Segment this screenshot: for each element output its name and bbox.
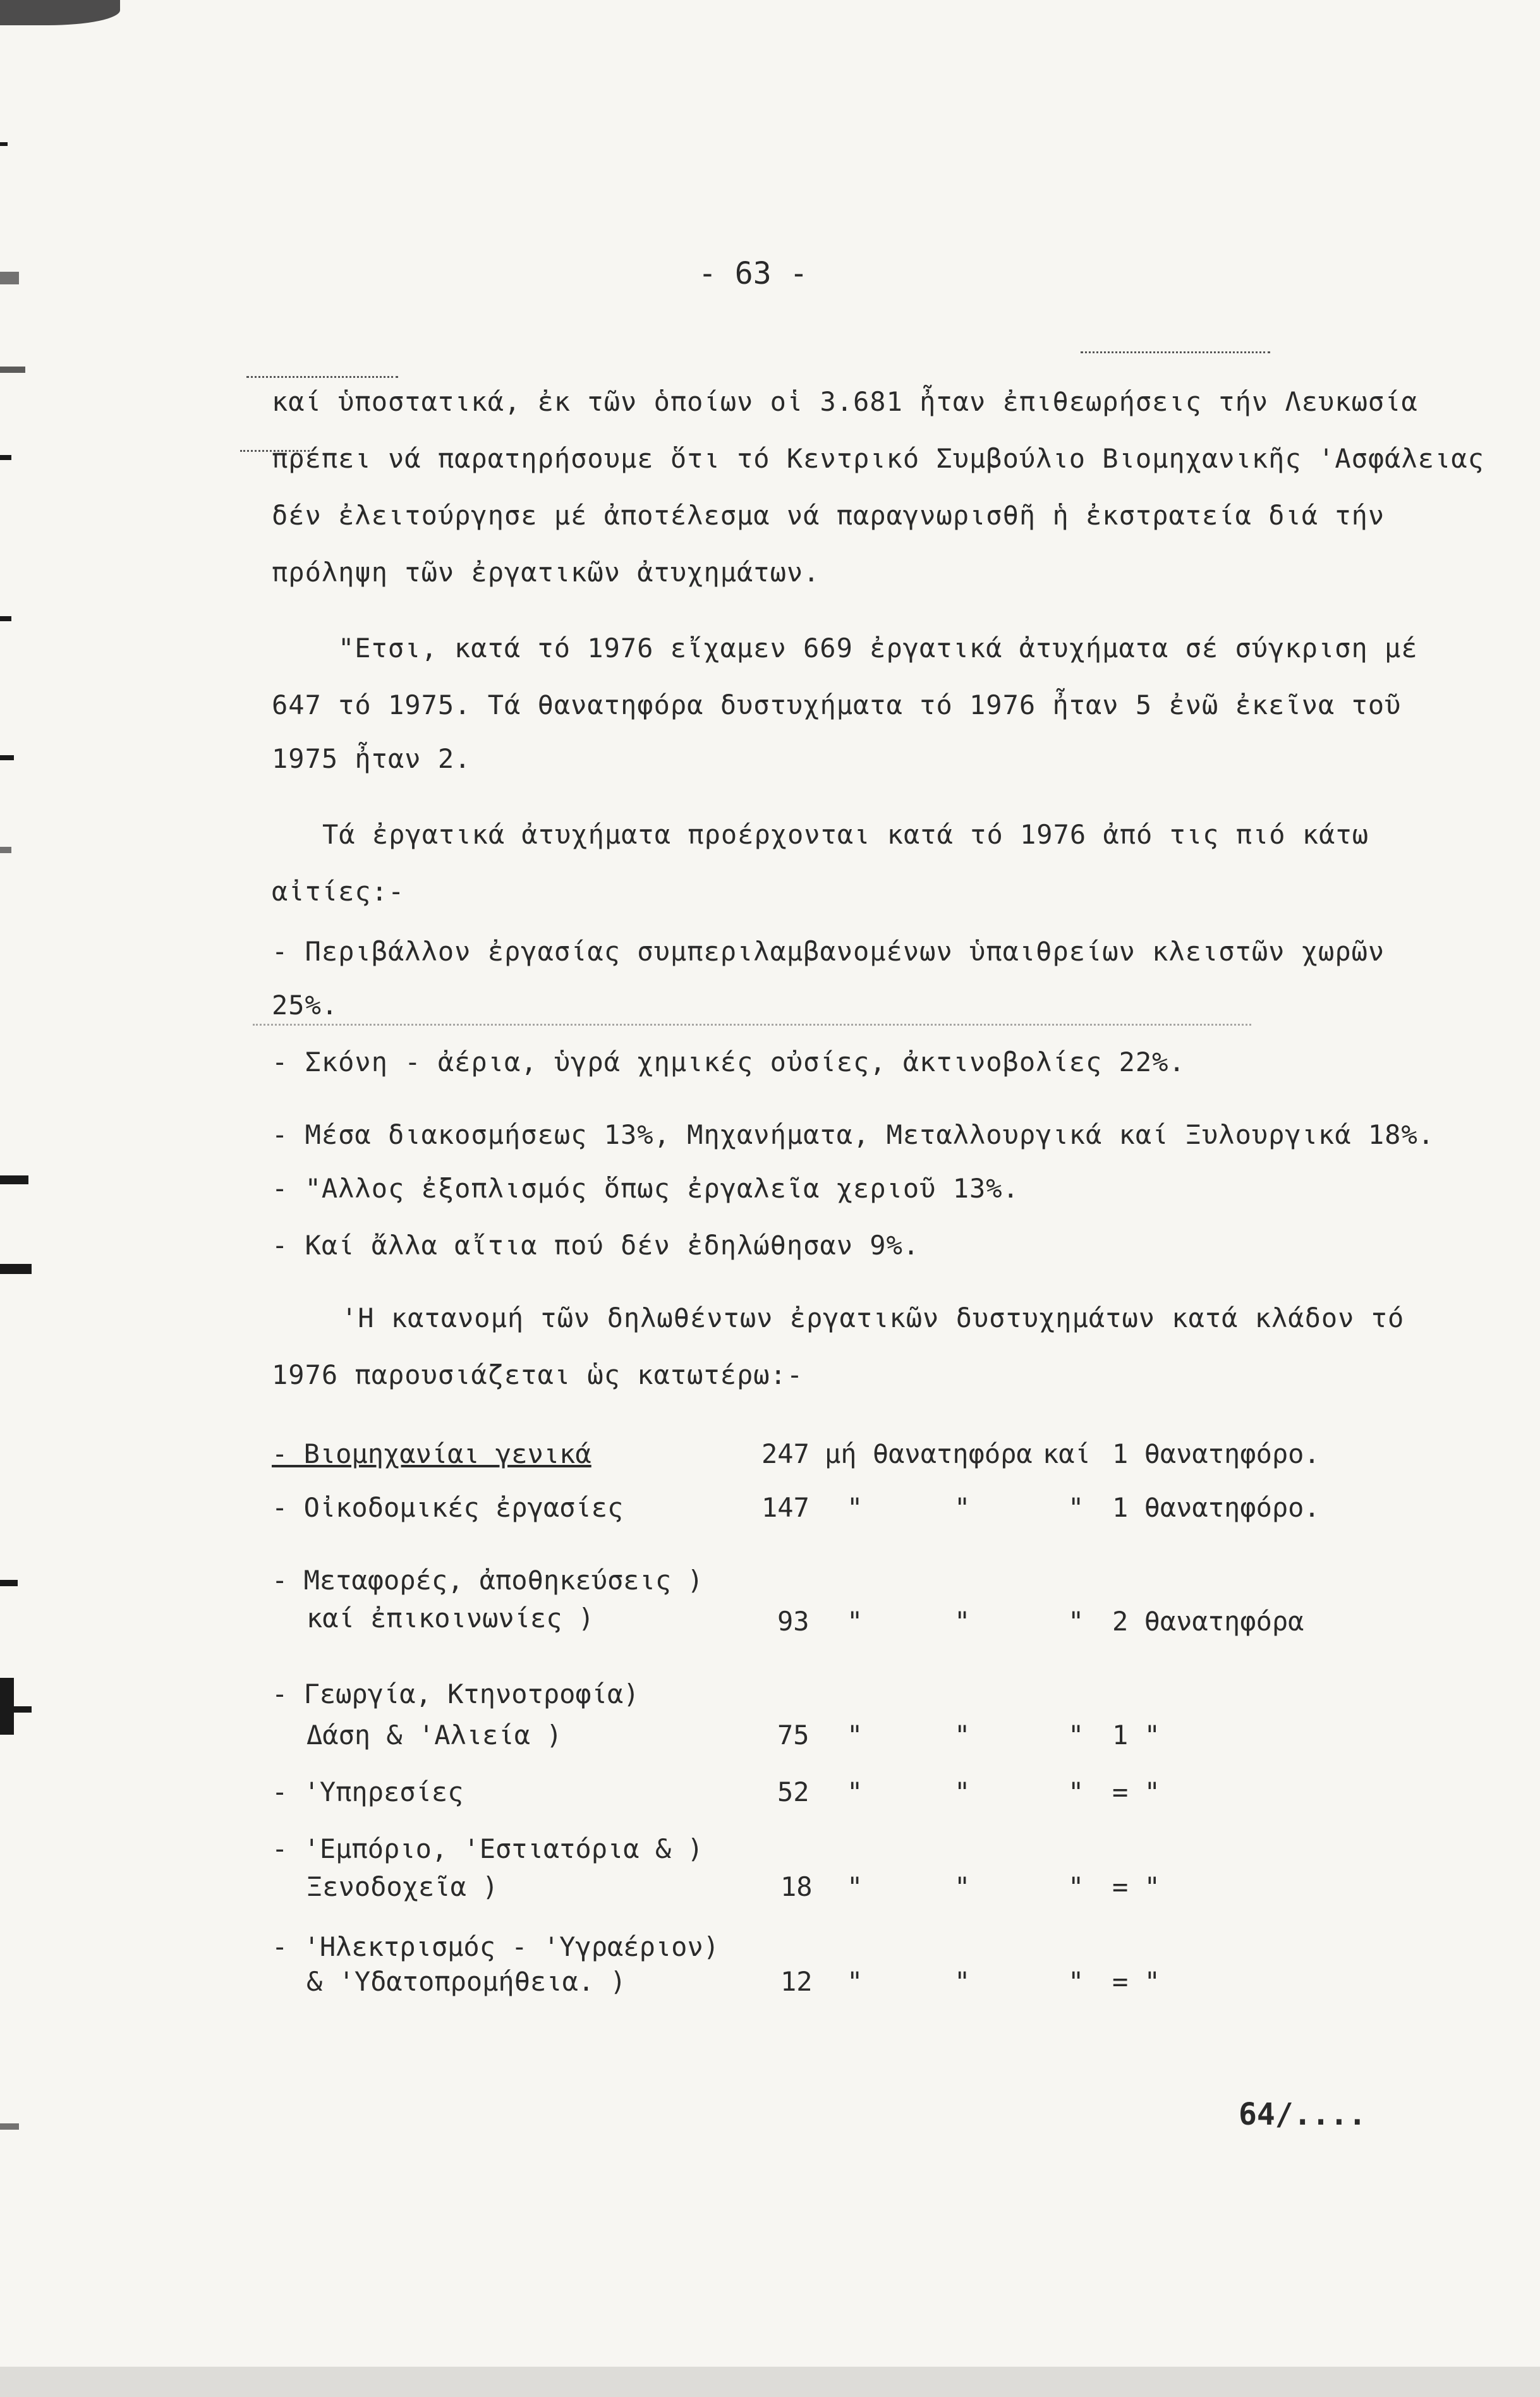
ditto-mark: " (1068, 1606, 1084, 1637)
table-row-fatal: 1 " (1112, 1720, 1160, 1751)
ditto-mark: " (1068, 1966, 1084, 1997)
table-row-count: 75 (777, 1720, 809, 1751)
table-row-fatal: = " (1112, 1776, 1160, 1807)
table-row-label: - Γεωργία, Κτηνοτροφία) (272, 1678, 640, 1709)
body-line: 1975 ἦταν 2. (272, 743, 471, 774)
body-line: δέν ἐλειτούργησε μέ ἀποτέλεσμα νά παραγνωρισθῆ ἡ ἐκστρατεία διά τήν (272, 500, 1385, 531)
ditto-mark: " (954, 1606, 971, 1637)
table-row-count: 52 (777, 1776, 809, 1807)
table-row-fatal: = " (1112, 1871, 1160, 1902)
page-number: - 63 - (698, 256, 808, 291)
body-line: 'Η κατανομή τῶν δηλωθέντων ἐργατικῶν δυστυχημάτων κατά κλάδον τό (341, 1302, 1405, 1333)
table-row-fatal: = " (1112, 1966, 1160, 1997)
scan-dotted-rule (1081, 351, 1270, 353)
table-row-label: - 'Υπηρεσίες (272, 1776, 464, 1807)
table-row-label: Ξενοδοχεῖα ) (306, 1871, 499, 1902)
table-row-fatal: 1 θανατηφόρο. (1112, 1438, 1320, 1469)
list-item: - Καί ἄλλα αἴτια πού δέν ἐδηλώθησαν 9%. (272, 1230, 920, 1261)
body-line: αἰτίες:- (272, 876, 405, 907)
table-row-count: 18 (780, 1871, 813, 1902)
table-row-label: - 'Εμπόριο, 'Εστιατόρια & ) (272, 1833, 703, 1864)
body-line: 647 τό 1975. Τά θανατηφόρα δυστυχήματα τό 1976 ἦταν 5 ἐνῶ ἐκεῖνα τοῦ (272, 689, 1402, 720)
table-row-label: καί ἐπικοινωνίες ) (306, 1603, 595, 1634)
scan-edge-mark (0, 616, 11, 621)
scan-smudge (0, 2367, 1540, 2397)
ditto-mark: " (847, 1720, 863, 1751)
body-line: 1976 παρουσιάζεται ὡς κατωτέρω:- (272, 1359, 804, 1390)
ditto-mark: " (847, 1776, 863, 1807)
table-row-count: 93 (777, 1606, 809, 1637)
ditto-mark: " (847, 1492, 863, 1523)
body-line: πρόληψη τῶν ἐργατικῶν ἀτυχημάτων. (272, 557, 820, 588)
ditto-mark: " (954, 1720, 971, 1751)
scan-edge-mark (0, 1706, 32, 1713)
list-item: - Περιβάλλον ἐργασίας συμπεριλαμβανομένων ὑπαιθρείων κλειστῶν χωρῶν (272, 936, 1385, 967)
scan-edge-mark (0, 1580, 18, 1586)
scan-edge-mark (0, 367, 25, 373)
table-row-count: 247 (761, 1438, 809, 1469)
ditto-mark: " (1068, 1492, 1084, 1523)
list-item: - Μέσα διακοσμήσεως 13%, Μηχανήματα, Μεταλλουργικά καί Ξυλουργικά 18%. (272, 1119, 1435, 1150)
scan-dotted-rule (246, 376, 398, 378)
scan-edge-mark (0, 1175, 28, 1184)
table-row-label: - Οἰκοδομικές ἐργασίες (272, 1492, 624, 1523)
ditto-mark: " (954, 1966, 971, 1997)
list-item: 25%. (272, 990, 339, 1021)
ditto-mark: " (954, 1871, 971, 1902)
list-item: - "Αλλος ἐξοπλισμός ὅπως ἐργαλεῖα χεριοῦ 13%. (272, 1173, 1019, 1204)
ditto-mark: " (954, 1776, 971, 1807)
table-row-fatal: 2 θανατηφόρα (1112, 1606, 1304, 1637)
table-row-count: 147 (761, 1492, 809, 1523)
scan-edge-mark (0, 455, 11, 460)
table-row-label: - 'Ηλεκτρισμός - 'Υγραέριον) (272, 1931, 720, 1962)
scan-edge-mark (0, 2123, 19, 2130)
table-row-fatal: 1 θανατηφόρο. (1112, 1492, 1320, 1523)
table-row-label: & 'Υδατοπρομήθεια. ) (306, 1966, 626, 1997)
table-row-label: - Βιομηχανίαι γενικά (272, 1438, 591, 1469)
ditto-mark: " (847, 1606, 863, 1637)
ditto-mark: " (1068, 1720, 1084, 1751)
scan-edge-mark (0, 755, 14, 760)
body-line: Τά ἐργατικά ἀτυχήματα προέρχονται κατά τό 1976 ἀπό τις πιό κάτω (322, 819, 1369, 850)
scan-edge-mark (0, 142, 8, 146)
scan-edge-mark (0, 272, 19, 284)
body-line: πρέπει νά παρατηρήσουμε ὅτι τό Κεντρικό Συμβούλιο Βιομηχανικῆς 'Ασφάλειας (272, 443, 1484, 474)
table-row-count: 12 (780, 1966, 813, 1997)
table-row-nonfatal: μή θανατηφόρα (825, 1438, 1033, 1469)
table-row-and: καί (1043, 1438, 1091, 1469)
ditto-mark: " (847, 1966, 863, 1997)
ditto-mark: " (847, 1871, 863, 1902)
scan-dotted-rule (253, 1024, 1251, 1026)
ditto-mark: " (954, 1492, 971, 1523)
list-item: - Σκόνη - ἀέρια, ὑγρά χημικές οὐσίες, ἀκτινοβολίες 22%. (272, 1047, 1185, 1077)
table-row-label: - Μεταφορές, ἀποθηκεύσεις ) (272, 1565, 703, 1596)
scan-smudge (0, 0, 120, 25)
body-line: "Ετσι, κατά τό 1976 εἴχαμεν 669 ἐργατικά ἀτυχήματα σέ σύγκριση μέ (338, 633, 1418, 664)
ditto-mark: " (1068, 1776, 1084, 1807)
scan-edge-mark (0, 847, 11, 853)
scan-edge-mark (0, 1264, 32, 1274)
ditto-mark: " (1068, 1871, 1084, 1902)
body-line: καί ὑποστατικά, ἐκ τῶν ὁποίων οἱ 3.681 ἦταν ἐπιθεωρήσεις τήν Λευκωσία (272, 386, 1418, 417)
table-row-label: Δάση & 'Αλιεία ) (306, 1720, 562, 1751)
continuation-reference: 64/.... (1239, 2097, 1367, 2132)
